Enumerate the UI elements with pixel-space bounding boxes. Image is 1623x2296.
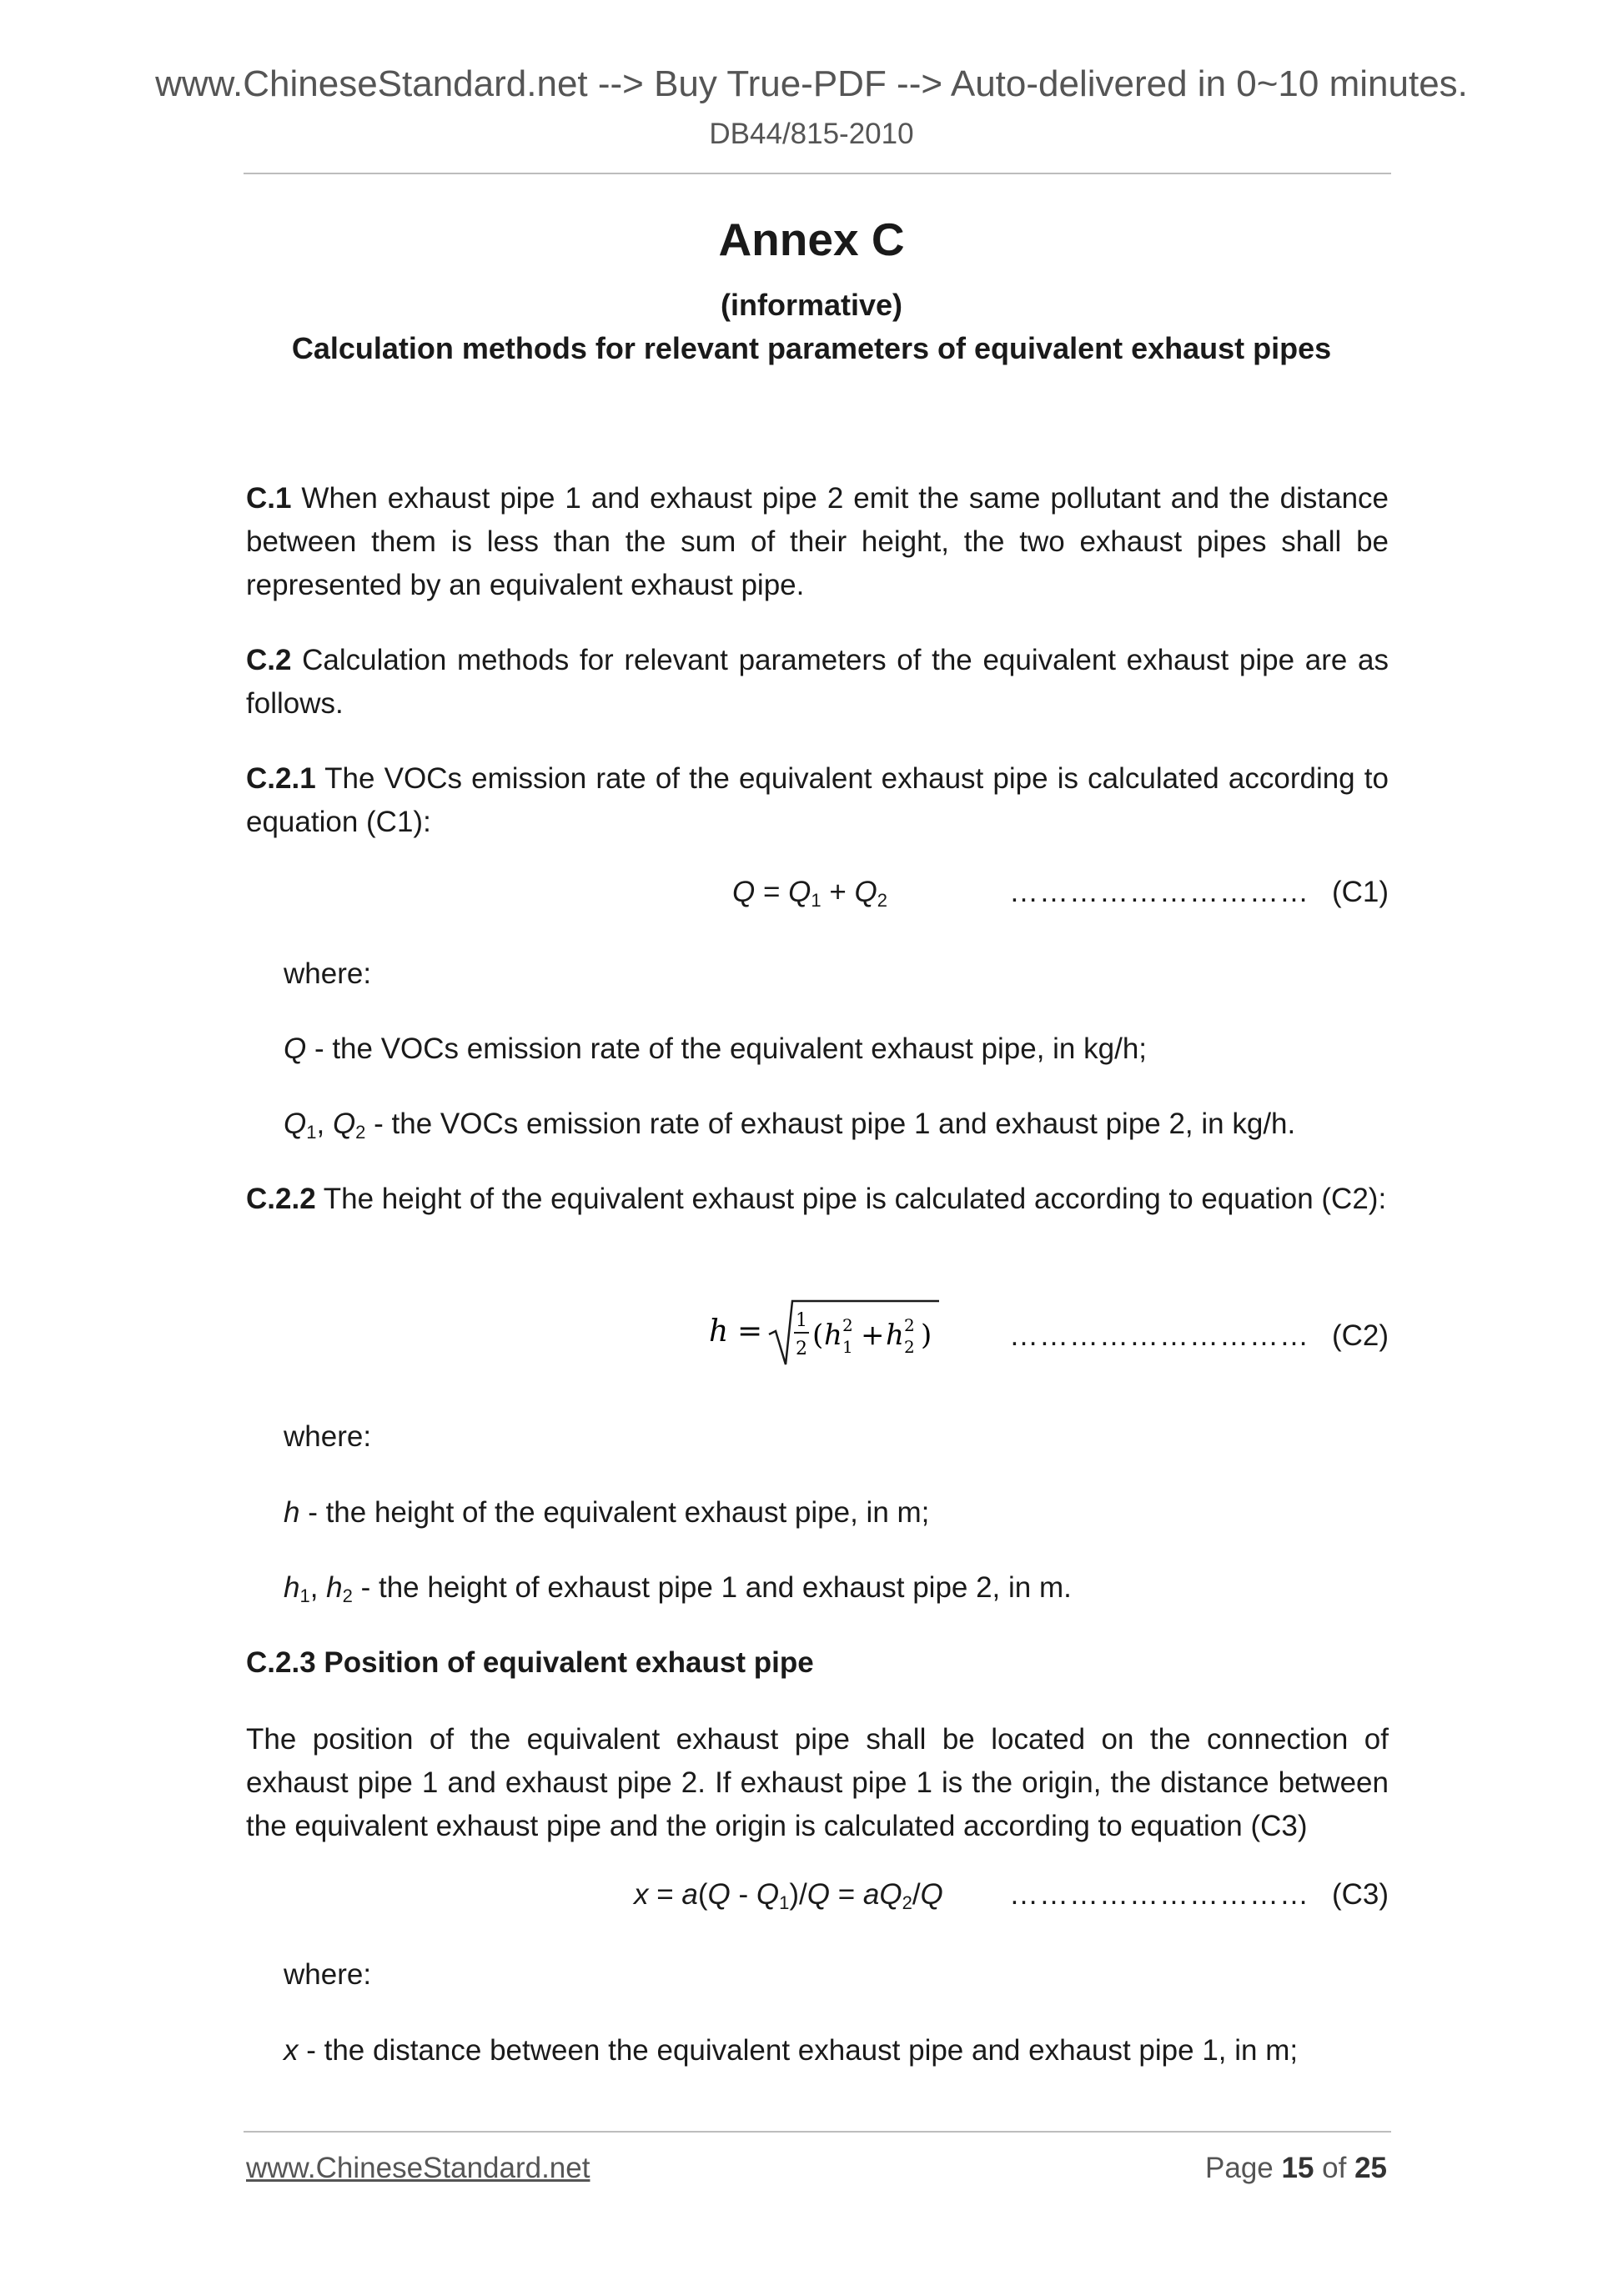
equation-c2 [584, 1301, 1389, 1384]
footer-website-link[interactable]: www.ChineseStandard.net [246, 2152, 590, 2184]
annex-type: (informative) [720, 288, 903, 322]
equation-reference: (C3) [1331, 1878, 1389, 1911]
section-number: C.2.2 [246, 1183, 316, 1215]
svg-text:h: h [886, 1319, 904, 1352]
equation-leader-dots: ………………………… [1009, 1319, 1309, 1352]
definition-q1-q2: $Q_1$, $Q_2$ - the VOCs emission rate of exhaust pipe 1 and exhaust pipe 2, in kg/h. [284, 1108, 1296, 1143]
svg-text:2: 2 [904, 1315, 915, 1335]
section-c2-3-heading: C.2.3 Position of equivalent exhaust pipe [246, 1646, 814, 1679]
section-number: C.1 [246, 482, 292, 515]
section-text: The height of the equivalent exhaust pipe is calculated according to equation (C2): [315, 1183, 1387, 1215]
equation-reference: (C1) [1331, 876, 1389, 908]
document-id: DB44/815-2010 [709, 118, 914, 150]
definition-h1-h2: $h_1$, $h_2$ - the height of exhaust pipe 1 and exhaust pipe 2, in m. [284, 1571, 1072, 1606]
section-number: C.2.1 [246, 762, 316, 795]
svg-text:2: 2 [904, 1337, 915, 1357]
section-c2-3-text: The position of the equivalent exhaust pipe shall be located on the connection of exhaust pipe 1 and exhaust pipe 2. If exhaust pipe 1 is the origin, the distance between the equivalent exhaust pipe and the origin is calculated according to equation (C3) [246, 1723, 1389, 1842]
annex-title: Annex C [718, 214, 905, 265]
definition-h: h - the height of the equivalent exhaust pipe, in m; [284, 1496, 930, 1529]
header-banner: www.ChineseStandard.net --> Buy True-PDF --> Auto-delivered in 0~10 minutes. [155, 63, 1468, 104]
svg-text:2: 2 [796, 1339, 807, 1359]
equation-expression: $Q = Q_1 + Q_2$ [732, 876, 887, 911]
svg-text:1: 1 [842, 1337, 853, 1357]
section-text: The VOCs emission rate of the equivalent exhaust pipe is calculated according to equation (C1): [246, 762, 1389, 838]
section-number: C.2 [246, 644, 292, 676]
section-c2 [246, 639, 1389, 726]
header-divider [244, 173, 1391, 174]
svg-text:=: = [737, 1314, 763, 1349]
section-c2-2 [246, 1178, 1389, 1221]
footer-divider [244, 2131, 1391, 2133]
definition-x: x - the distance between the equivalent exhaust pipe and exhaust pipe 1, in m; [284, 2034, 1299, 2067]
where-label: where: [284, 1420, 372, 1453]
svg-text:h: h [824, 1319, 842, 1352]
equation-c3 [584, 1878, 1389, 1928]
svg-text:2: 2 [842, 1315, 853, 1335]
svg-text:): ) [921, 1319, 932, 1352]
equation-leader-dots: ………………………… [1009, 1878, 1309, 1911]
section-text: When exhaust pipe 1 and exhaust pipe 2 emit the same pollutant and the distance between them is less than the sum of their height, the two exhaust pipes shall be represented by an equivalent exhaust pipe. [246, 482, 1389, 601]
svg-text:+: + [861, 1319, 885, 1352]
svg-text:1: 1 [796, 1310, 807, 1331]
equation-expression: $x = a(Q - Q_1)/Q = aQ_2/Q$ [634, 1878, 943, 1913]
svg-text:h: h [709, 1314, 729, 1349]
where-label: where: [284, 1958, 372, 1991]
section-text: Calculation methods for relevant parameters of the equivalent exhaust pipe are as follows. [246, 644, 1389, 720]
page-number: Page 15 of 25 [1205, 2152, 1387, 2184]
section-c2-1 [246, 757, 1389, 844]
definition-q: Q - the VOCs emission rate of the equivalent exhaust pipe, in kg/h; [284, 1032, 1148, 1065]
section-c1 [246, 477, 1389, 607]
svg-text:(: ( [812, 1319, 824, 1352]
equation-expression [709, 1291, 959, 1383]
where-label: where: [284, 957, 372, 990]
equation-c1 [584, 876, 1389, 926]
equation-reference: (C2) [1331, 1319, 1389, 1352]
annex-subtitle: Calculation methods for relevant parameters of equivalent exhaust pipes [291, 331, 1332, 365]
equation-leader-dots: ………………………… [1009, 876, 1309, 908]
